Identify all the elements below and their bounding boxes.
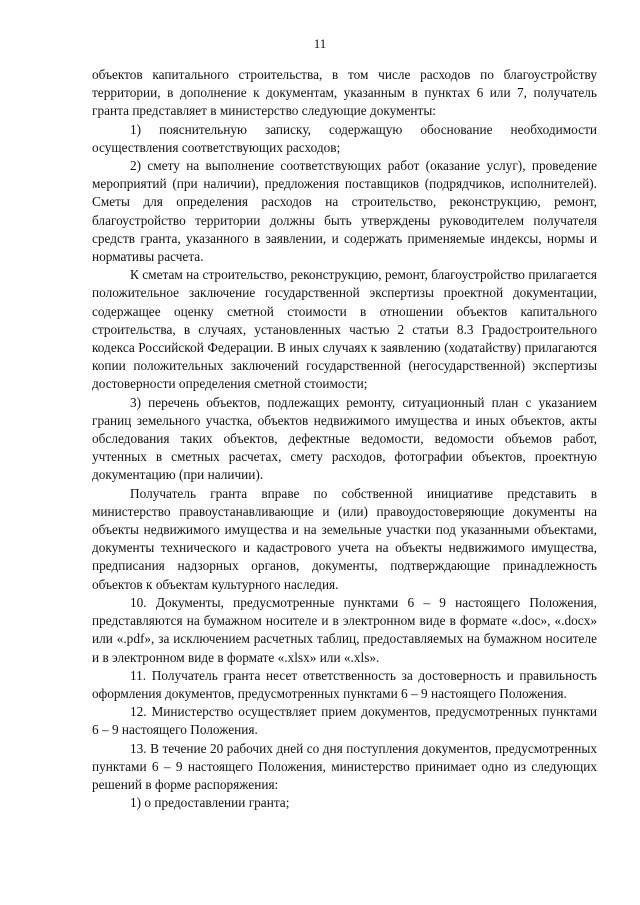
paragraph: объектов капитального строительства, в том числе расходов по благоустройству территории, в дополнение к документам, указанным в пунктах 6 или 7, получатель гранта представляет в министерство следующие документы: (92, 67, 597, 119)
paragraph: 11. Получатель гранта несет ответственность за достоверность и правильность оформления документов, предусмотренных пунктами 6 – 9 настоящего Положения. (92, 667, 597, 701)
paragraph: 1) о предоставлении гранта; (130, 795, 290, 811)
paragraph: 10. Документы, предусмотренные пунктами 6 – 9 настоящего Положения, представляются на бумажном носителе и в электронном виде в формате «.doc», «.docx» или «.pdf», за исключением расчетных таблиц, предоставляемых на бумажном носителе и в электронном виде в формате «.xlsx» или «.xls». (92, 594, 597, 665)
paragraph: 3) перечень объектов, подлежащих ремонту, ситуационный план с указанием границ земельного участка, объектов недвижимого имущества и иных объектов, акты обследования таких объектов, дефектные ведомости, ведомости объемов работ, учтенных в сметных расчетах, смету расходов, фотографии объектов, проектную документацию (при наличии). (92, 394, 597, 483)
paragraph: К сметам на строительство, реконструкцию, ремонт, благоустройство прилагается положительное заключение государственной экспертизы проектной документации, содержащее оценку сметной стоимости в отношении объектов капитального строительства, в случаях, установленных частью 2 статьи 8.3 Градостроительного кодекса Российской Федерации. В иных случаях к заявлению (ходатайству) прилагаются копии положительных заключений государственной (негосударственной) экспертизы достоверности определения сметной стоимости; (92, 267, 597, 392)
document-body (92, 66, 597, 812)
paragraph: Получатель гранта вправе по собственной инициативе представить в министерство правоустанавливающие и (или) правоудостоверяющие документы на объекты недвижимого имущества и на земельные участки под указанными объектами, документы технического и кадастрового учета на объекты недвижимого имущества, предписания надзорных органов, документы, подтверждающие принадлежность объектов к объектам культурного наследия. (92, 485, 597, 592)
page-number: 11 (313, 36, 327, 51)
paragraph: 12. Министерство осуществляет прием документов, предусмотренных пунктами 6 – 9 настоящего Положения. (92, 704, 597, 738)
paragraph: 2) смету на выполнение соответствующих работ (оказание услуг), проведение мероприятий (при наличии), предложения поставщиков (подрядчиков, исполнителей). Сметы для определения расходов на строительство, реконструкцию, ремонт, благоустройство территории должны быть утверждены руководителем получателя средств гранта, указанного в заявлении, и содержать применяемые индексы, нормы и нормативы расчета. (92, 158, 597, 265)
paragraph: 13. В течение 20 рабочих дней со дня поступления документов, предусмотренных пунктами 6 – 9 настоящего Положения, министерство принимает одно из следующих решений в форме распоряжения: (92, 740, 597, 792)
paragraph: 1) пояснительную записку, содержащую обоснование необходимости осуществления соответствующих расходов; (92, 121, 597, 155)
